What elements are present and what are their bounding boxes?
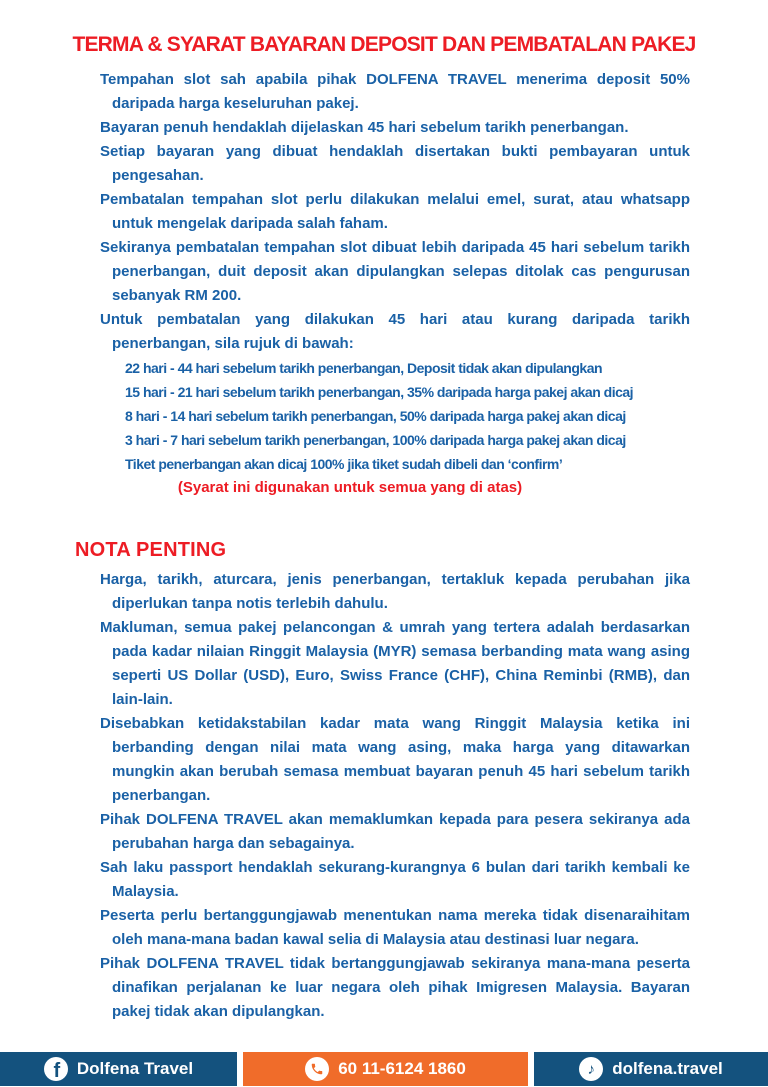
term-paragraph: Untuk pembatalan yang dilakukan 45 hari atau kurang daripada tarikh penerbangan, sila rujuk di bawah:	[100, 311, 690, 352]
important-notes-heading: NOTA PENTING	[75, 539, 227, 561]
terms-section	[100, 68, 690, 500]
note-paragraph: Sah laku passport hendaklah sekurang-kurangnya 6 bulan dari tarikh kembali ke Malaysia.	[100, 859, 690, 900]
phone-icon	[305, 1057, 329, 1081]
term-paragraph: Tempahan slot sah apabila pihak DOLFENA TRAVEL menerima deposit 50% daripada harga keseluruhan pakej.	[100, 71, 690, 112]
refund-schedule-line: 8 hari - 14 hari sebelum tarikh penerbangan, 50% daripada harga pakej akan dicaj	[125, 408, 626, 424]
footer-facebook-link[interactable]	[0, 1052, 237, 1086]
term-paragraph: Bayaran penuh hendaklah dijelaskan 45 hari sebelum tarikh penerbangan.	[100, 119, 629, 136]
refund-schedule-line: 3 hari - 7 hari sebelum tarikh penerbangan, 100% daripada harga pakej akan dicaj	[125, 432, 626, 448]
refund-schedule-line: 22 hari - 44 hari sebelum tarikh penerbangan, Deposit tidak akan dipulangkan	[125, 360, 603, 376]
important-notes-section	[100, 568, 690, 1024]
footer-facebook-label: Dolfena Travel	[76, 1059, 194, 1078]
term-paragraph: Pembatalan tempahan slot perlu dilakukan melalui emel, surat, atau whatsapp untuk mengelak daripada salah faham.	[100, 191, 690, 232]
note-paragraph: Peserta perlu bertanggungjawab menentukan nama mereka tidak disenaraihitam oleh mana-mana badan kawal selia di Malaysia atau destinasi luar negara.	[100, 907, 690, 948]
note-paragraph: Disebabkan ketidakstabilan kadar mata wang Ringgit Malaysia ketika ini berbanding dengan nilai mata wang asing, maka harga yang ditawarkan mungkin akan berubah semasa membuat bayaran penuh 45 hari sebelum tarikh penerbangan.	[100, 715, 690, 804]
terms-note: (Syarat ini digunakan untuk semua yang di atas)	[177, 479, 523, 496]
refund-schedule-line: Tiket penerbangan akan dicaj 100% jika tiket sudah dibeli dan ‘confirm’	[125, 456, 563, 472]
facebook-icon: f	[44, 1057, 68, 1081]
note-paragraph: Pihak DOLFENA TRAVEL akan memaklumkan kepada para pesera sekiranya ada perubahan harga dan sebagainya.	[100, 811, 690, 852]
note-paragraph: Harga, tarikh, aturcara, jenis penerbangan, tertakluk kepada perubahan jika diperlukan tanpa notis terlebih dahulu.	[100, 571, 690, 612]
footer-phone-label: 60 11-6124 1860	[338, 1059, 466, 1078]
term-paragraph: Setiap bayaran yang dibuat hendaklah disertakan bukti pembayaran untuk pengesahan.	[100, 143, 690, 184]
tiktok-icon: ♪	[579, 1057, 603, 1081]
term-paragraph: Sekiranya pembatalan tempahan slot dibuat lebih daripada 45 hari sebelum tarikh penerbangan, duit deposit akan dipulangkan selepas ditolak cas pengurusan sebanyak RM 200.	[100, 239, 690, 304]
footer-tiktok-label: dolfena.travel	[612, 1059, 723, 1078]
footer-phone-link[interactable]	[243, 1052, 528, 1086]
refund-schedule-line: 15 hari - 21 hari sebelum tarikh penerbangan, 35% daripada harga pakej akan dicaj	[125, 384, 634, 400]
refund-schedule	[100, 356, 690, 476]
note-paragraph: Makluman, semua pakej pelancongan & umrah yang tertera adalah berdasarkan pada kadar nilaian Ringgit Malaysia (MYR) semasa berbanding mata wang asing seperti US Dollar (USD), Euro, Swiss France (CHF), China Reminbi (RMB), dan lain-lain.	[100, 619, 690, 708]
page-title: TERMA & SYARAT BAYARAN DEPOSIT DAN PEMBATALAN PAKEJ	[72, 33, 696, 56]
footer-tiktok-link[interactable]	[534, 1052, 768, 1086]
note-paragraph: Pihak DOLFENA TRAVEL tidak bertanggungjawab sekiranya mana-mana peserta dinafikan perjalanan ke luar negara oleh pihak Imigresen Malaysia. Bayaran pakej tidak akan dipulangkan.	[100, 955, 690, 1020]
contact-footer	[0, 1052, 768, 1086]
